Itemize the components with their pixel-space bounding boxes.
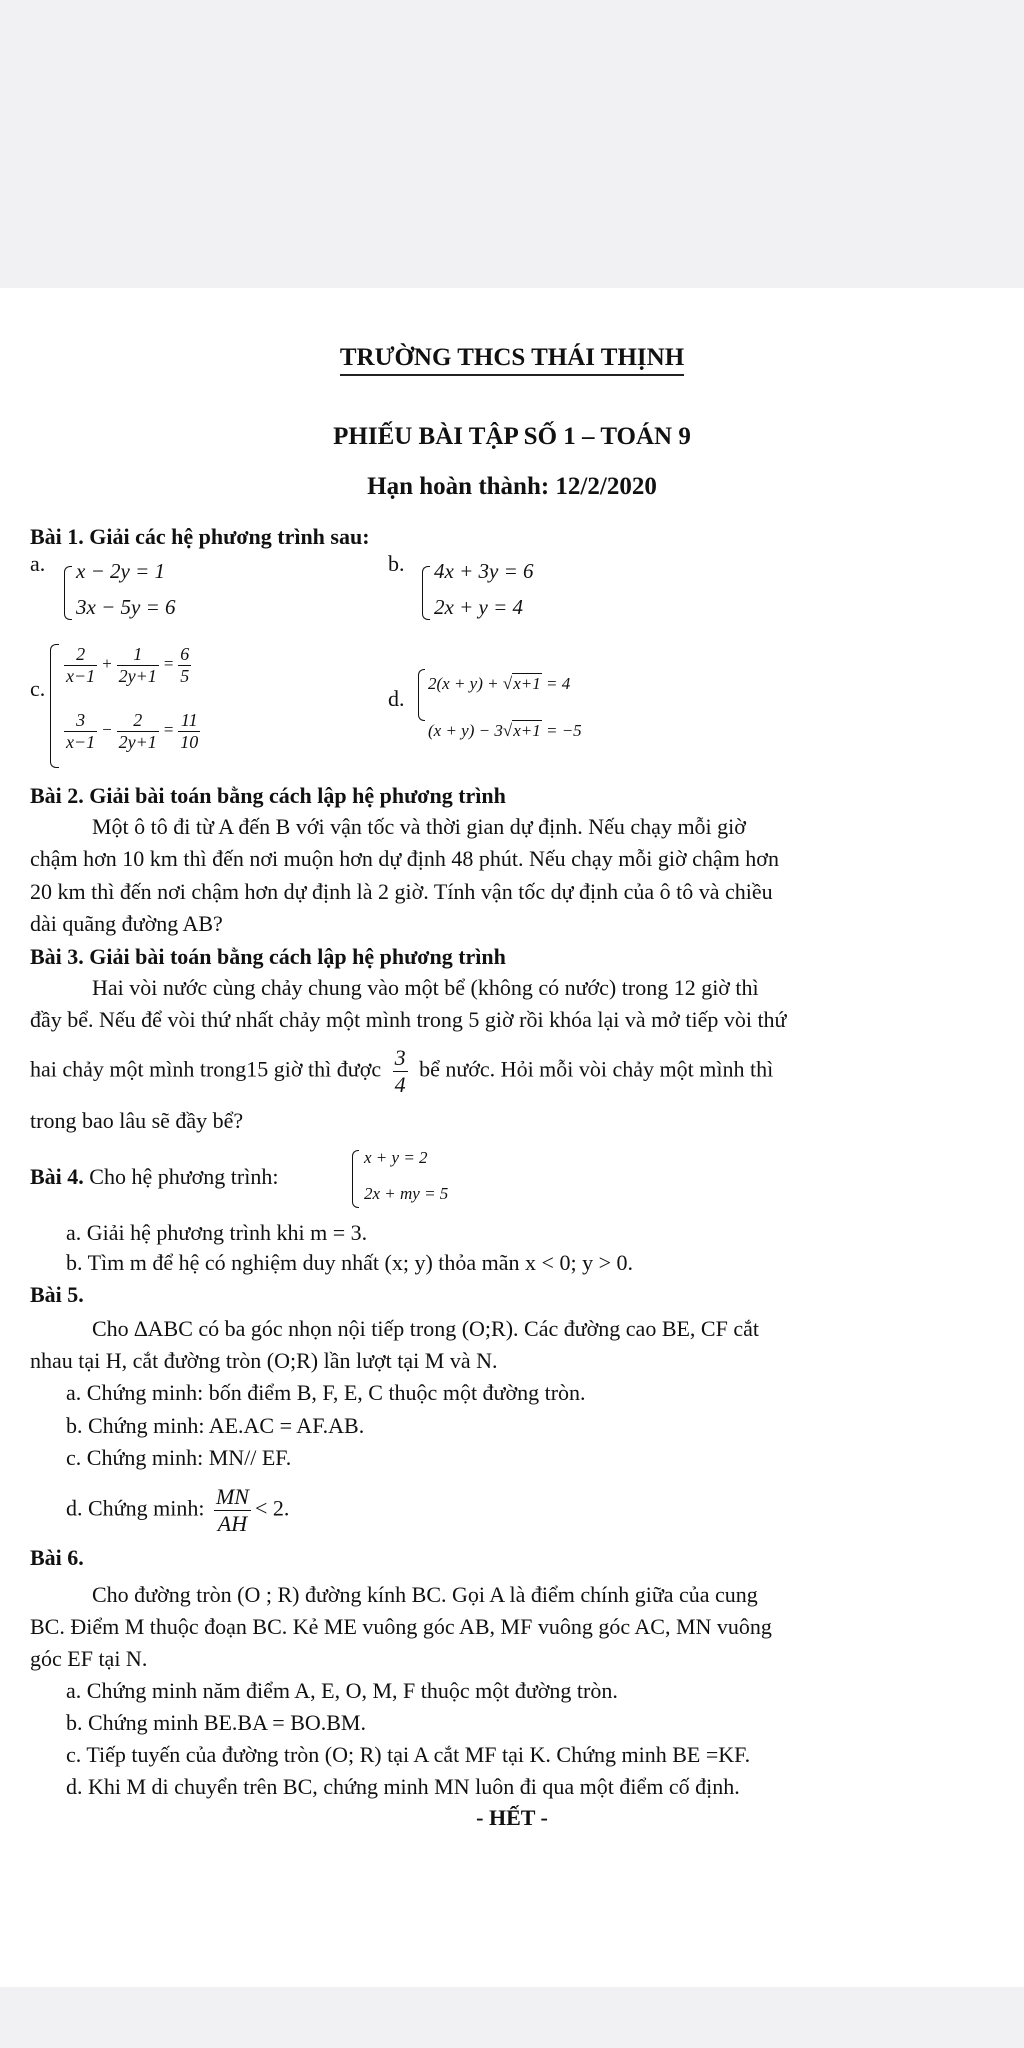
brace <box>64 566 72 620</box>
bai6-line: góc EF tại N. <box>30 1646 148 1671</box>
bai1-a-eq2: 3x − 5y = 6 <box>76 595 176 619</box>
bai4-b: b. Tìm m để hệ có nghiệm duy nhất (x; y) thỏa mãn x < 0; y > 0. <box>66 1250 633 1275</box>
bai5-line: nhau tại H, cắt đường tròn (O;R) lần lượt tại M và N. <box>30 1348 498 1373</box>
bai3-line: hai chảy một mình trong15 giờ thì được $\frac{3}{4}$ bể nước. Hỏi mỗi vòi chảy một mình thì <box>30 1045 774 1097</box>
bai2-line: dài quãng đường AB? <box>30 911 223 936</box>
bai6-a: a. Chứng minh năm điểm A, E, O, M, F thuộc một đường tròn. <box>66 1678 618 1703</box>
bai5-b: b. Chứng minh: AE.AC = AF.AB. <box>66 1413 365 1438</box>
bai6-title: Bài 6. <box>30 1545 84 1570</box>
bai4-a: a. Giải hệ phương trình khi m = 3. <box>66 1220 368 1245</box>
bai1-d-eq2: (x + y) − 3√x+1 = −5 <box>428 721 582 740</box>
bai5-a: a. Chứng minh: bốn điểm B, F, E, C thuộc một đường tròn. <box>66 1380 586 1405</box>
bai1-b-eq1: 4x + 3y = 6 <box>434 559 534 583</box>
bai2-line: 20 km thì đến nơi chậm hơn dự định là 2 giờ. Tính vận tốc dự định của ô tô và chiều <box>30 879 773 904</box>
bai4-eq2: 2x + my = 5 <box>364 1184 449 1203</box>
brace <box>50 644 59 768</box>
bai6-c: c. Tiếp tuyến của đường tròn (O; R) tại A cắt MF tại K. Chứng minh BE =KF. <box>66 1742 751 1767</box>
bai5-c: c. Chứng minh: MN// EF. <box>66 1445 292 1470</box>
bai1-b-label: b. <box>388 551 405 576</box>
bai2-title: Bài 2. Giải bài toán bằng cách lập hệ phương trình <box>30 783 506 808</box>
school-name: TRƯỜNG THCS THÁI THỊNH <box>0 344 1024 372</box>
deadline: Hạn hoàn thành: 12/2/2020 <box>367 473 657 500</box>
bai2-line: Một ô tô đi từ A đến B với vận tốc và thời gian dự định. Nếu chạy mỗi giờ <box>92 814 746 839</box>
bai1-a-label: a. <box>30 551 46 576</box>
bai6-b: b. Chứng minh BE.BA = BO.BM. <box>66 1710 366 1735</box>
viewer-bottom-bar <box>0 1987 1024 2048</box>
bai1-b-eq2: 2x + y = 4 <box>434 595 523 619</box>
bai1-c-eq1: $\frac{2}{x-1}$ + $\frac{1}{2y+1}$ = $\frac{6}{5}$ <box>66 644 190 686</box>
fraction-three-quarters: $\frac{3}{4}$ <box>394 1045 406 1097</box>
bai3-line: đầy bể. Nếu để vòi thứ nhất chảy một mình trong 5 giờ rồi khóa lại và mở tiếp vòi thứ <box>30 1007 787 1032</box>
brace <box>418 669 425 721</box>
bai6-d: d. Khi M di chuyển trên BC, chứng minh MN luôn đi qua một điểm cố định. <box>66 1774 740 1799</box>
bai2-line: chậm hơn 10 km thì đến nơi muộn hơn dự định 48 phút. Nếu chạy mỗi giờ chậm hơn <box>30 846 779 871</box>
bai4-intro: Bài 4. Cho hệ phương trình: <box>30 1164 279 1189</box>
bai3-line: trong bao lâu sẽ đầy bể? <box>30 1108 244 1133</box>
bai3-title: Bài 3. Giải bài toán bằng cách lập hệ phương trình <box>30 944 506 969</box>
bai6-line: BC. Điểm M thuộc đoạn BC. Kẻ ME vuông góc AB, MF vuông góc AC, MN vuông <box>30 1614 772 1639</box>
bai1-c-label: c. <box>30 676 46 701</box>
end-marker: - HẾT - <box>476 1805 548 1830</box>
sheet-title: PHIẾU BÀI TẬP SỐ 1 – TOÁN 9 <box>333 423 691 450</box>
bai6-line: Cho đường tròn (O ; R) đường kính BC. Gọi A là điểm chính giữa của cung <box>92 1582 758 1607</box>
bai1-d-label: d. <box>388 686 405 711</box>
bai1-c-eq2: $\frac{3}{x-1}$ − $\frac{2}{2y+1}$ = $\frac{11}{10}$ <box>66 710 199 752</box>
bai1-d-eq1: 2(x + y) + √x+1 = 4 <box>428 674 571 693</box>
bai3-line: Hai vòi nước cùng chảy chung vào một bể (không có nước) trong 12 giờ thì <box>92 975 759 1000</box>
bai1-title: Bài 1. Giải các hệ phương trình sau: <box>30 524 370 549</box>
brace <box>422 566 430 620</box>
bai5-line: Cho ∆ABC có ba góc nhọn nội tiếp trong (O;R). Các đường cao BE, CF cắt <box>92 1316 759 1341</box>
bai1-a-eq1: x − 2y = 1 <box>76 559 165 583</box>
brace <box>352 1150 359 1208</box>
bai5-d: d. Chứng minh: $\frac{MN}{AH}$ < 2. <box>66 1484 290 1536</box>
bai5-title: Bài 5. <box>30 1282 84 1307</box>
bai4-eq1: x + y = 2 <box>364 1148 428 1167</box>
